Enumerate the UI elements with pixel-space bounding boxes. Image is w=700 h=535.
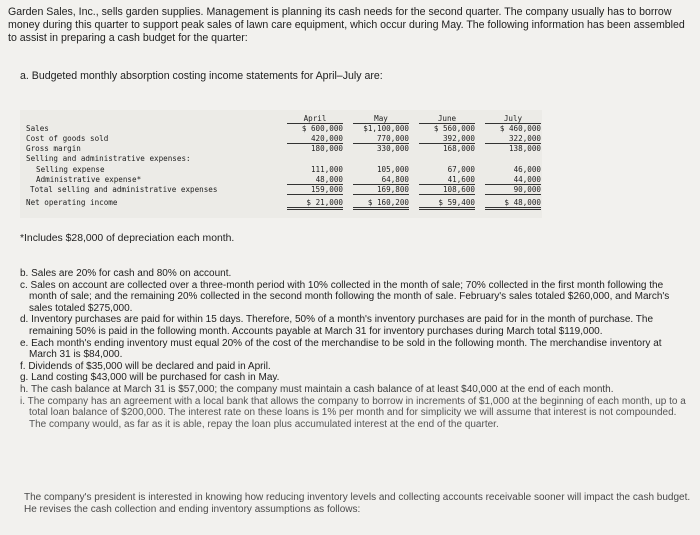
cell-cogs-july: 322,000 — [485, 134, 541, 144]
cell-total-sga-july: 90,000 — [485, 185, 541, 195]
label-net-operating-income: Net operating income — [26, 198, 118, 207]
item-i: i. The company has an agreement with a local bank that allows the company to borrow in increments of $1,000 at the beginning of each month, up to a total loan balance of $200,000. The interest rate on these loans is 1% per month and for simplicity we will assume that interest is not compounded. The company would, as far as it is able, repay the loan plus accumulated interest at the end of the quarter. — [20, 395, 686, 430]
cell-admin-july: 44,000 — [485, 175, 541, 185]
cell-admin-may: 64,800 — [353, 175, 409, 185]
cell-selling-june: 67,000 — [447, 165, 475, 174]
item-h: h. The cash balance at March 31 is $57,000; the company must maintain a cash balance of at least $40,000 at the end of each month. — [20, 383, 614, 395]
cell-gross-july: 138,000 — [508, 144, 541, 153]
label-total-sga: Total selling and administrative expenses — [30, 185, 218, 194]
label-cogs: Cost of goods sold — [26, 134, 109, 143]
label-sga-header: Selling and administrative expenses: — [26, 154, 191, 163]
item-g: g. Land costing $43,000 will be purchased for cash in May. — [20, 372, 280, 384]
cell-admin-april: 48,000 — [287, 175, 343, 185]
cell-cogs-may: 770,000 — [353, 134, 409, 144]
cell-cogs-april: 420,000 — [287, 134, 343, 144]
cell-admin-june: 41,600 — [419, 175, 475, 185]
cell-selling-july: 46,000 — [513, 165, 541, 174]
cell-gross-may: 330,000 — [376, 144, 409, 153]
cell-noi-may: $ 160,200 — [353, 198, 409, 210]
part-a-heading: a. Budgeted monthly absorption costing income statements for April–July are: — [20, 70, 383, 82]
problem-intro: Garden Sales, Inc., sells garden supplies. Management is planning its cash needs for the second quarter. The company usually has to borrow money during this quarter to support peak sales of lawn care equipment, which occur during May. The following information has been assembled to assist in preparing a cash budget for the quarter: — [8, 6, 685, 44]
cell-total-sga-june: 108,600 — [419, 185, 475, 195]
cell-sales-june: $ 560,000 — [433, 124, 475, 133]
cell-noi-july: $ 48,000 — [485, 198, 541, 210]
label-admin-expense: Administrative expense* — [36, 175, 142, 184]
assumptions-list — [20, 268, 692, 430]
cell-selling-april: 111,000 — [310, 165, 343, 174]
cell-sales-july: $ 460,000 — [499, 124, 541, 133]
cell-sales-may: $1,100,000 — [363, 124, 409, 133]
cell-noi-june: $ 59,400 — [419, 198, 475, 210]
cell-cogs-june: 392,000 — [419, 134, 475, 144]
month-header-june: June — [419, 114, 475, 124]
cell-total-sga-may: 169,800 — [353, 185, 409, 195]
cell-gross-april: 180,000 — [310, 144, 343, 153]
cell-sales-april: $ 600,000 — [301, 124, 343, 133]
depreciation-footnote: *Includes $28,000 of depreciation each month. — [20, 233, 235, 244]
item-b: b. Sales are 20% for cash and 80% on account. — [20, 268, 232, 279]
label-selling-expense: Selling expense — [36, 165, 105, 174]
month-header-may: May — [353, 114, 409, 124]
month-header-april: April — [287, 114, 343, 124]
label-gross-margin: Gross margin — [26, 144, 81, 153]
month-header-july: July — [485, 114, 541, 124]
cell-selling-may: 105,000 — [376, 165, 409, 174]
item-e: e. Each month's ending inventory must equal 20% of the cost of the merchandise to be sold in the following month. The merchandise inventory at March 31 is $84,000. — [20, 337, 662, 361]
cell-gross-june: 168,000 — [442, 144, 475, 153]
item-f: f. Dividends of $35,000 will be declared and paid in April. — [20, 360, 271, 372]
cell-noi-april: $ 21,000 — [287, 198, 343, 210]
closing-paragraph: The company's president is interested in knowing how reducing inventory levels and collecting accounts receivable sooner will impact the cash budget. He revises the cash collection and ending inventory assumptions as follows: — [24, 492, 691, 515]
income-statement-table — [20, 110, 542, 218]
item-c: c. Sales on account are collected over a three-month period with 10% collected in the month of sale; 70% collected in the first month following the month of sale; and the remaining 20% collected in the second month following the month of sale. February's sales totaled $260,000, and March's sales totaled $275,000. — [20, 279, 670, 314]
item-d: d. Inventory purchases are paid for within 15 days. Therefore, 50% of a month's inventory purchases are paid for in the month of purchase. The remaining 50% is paid in the following month. Accounts payable at March 31 for inventory purchases during March total $119,000. — [20, 314, 654, 337]
label-sales: Sales — [26, 124, 49, 133]
cell-total-sga-april: 159,000 — [287, 185, 343, 195]
